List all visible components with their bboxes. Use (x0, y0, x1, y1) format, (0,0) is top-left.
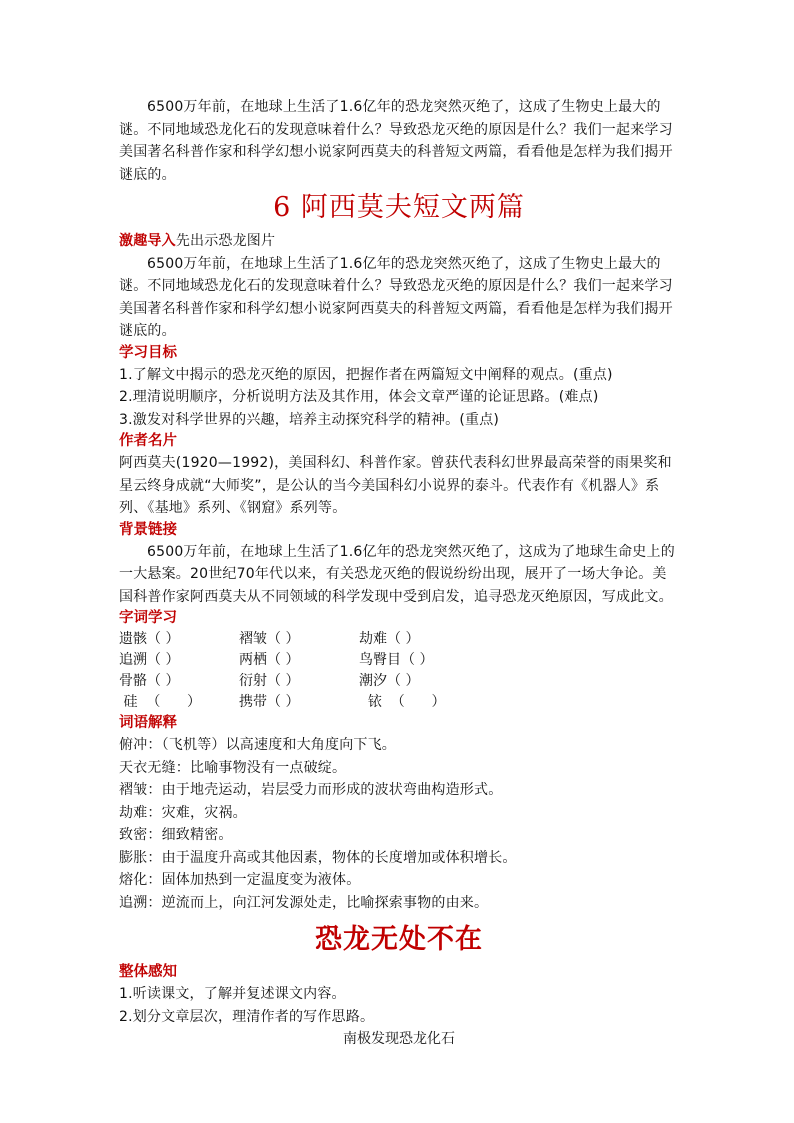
overall-heading: 整体感知 (119, 964, 177, 980)
section-caption: 南极发现恐龙化石 (343, 1031, 455, 1047)
goal-item: 2.理清说明顺序，分析说明方法及其作用，体会文章严谨的论证思路。(难点) (119, 389, 599, 405)
glossary-item: 俯冲：（飞机等）以高速度和大角度向下飞。 (119, 737, 396, 753)
essay-title: 恐龙无处不在 (315, 924, 483, 955)
vocab-cell: 劫难（ ） (359, 631, 420, 647)
vocab-cell: 衍射（ ） (239, 673, 300, 689)
warmup-paragraph: 6500万年前，在地球上生活了1.6亿年的恐龙突然灭绝了，这成了生物史上最大的谜。不同地域恐龙化石的发现意味着什么？导致恐龙灭绝的原因是什么？我们一起来学习美国著名科普作家和科学幻想小说家阿西莫夫的科普短文两篇，看看他是怎样为我们揭开谜底的。 (119, 255, 673, 339)
warmup-text: 先出示恐龙图片 (175, 233, 276, 249)
vocab-row (119, 692, 679, 713)
vocab-cell: 遗骸（ ） (119, 631, 180, 647)
overall-item: 1.听读课文，了解并复述课文内容。 (119, 986, 346, 1002)
glossary-item: 劫难：灾难，灾祸。 (119, 804, 247, 821)
glossary-heading: 词语解释 (119, 715, 177, 731)
author-text: 阿西莫夫(1920—1992)，美国科幻、科普作家。曾获代表科幻世界最高荣誉的雨果奖和星云终身成就“大师奖”，是公认的当今美国科幻小说界的泰斗。代表作有《机器人》系列、《基地》系列、《钢窟》系列等。 (119, 455, 672, 516)
author-heading: 作者名片 (119, 433, 177, 449)
vocab-cell: 鸟臀目（ ） (359, 652, 434, 668)
warmup-line (119, 230, 679, 253)
vocab-heading: 字词学习 (119, 610, 177, 626)
glossary-item: 褶皱：由于地壳运动，岩层受力而形成的波状弯曲构造形式。 (119, 782, 503, 798)
vocab-cell: 追溯（ ） (119, 652, 180, 668)
goals-heading: 学习目标 (119, 344, 177, 361)
warmup-heading: 激趣导入 (119, 233, 176, 249)
glossary-item: 追溯：逆流而上，向江河发源处走，比喻探索事物的由来。 (119, 894, 489, 911)
vocab-cell: 褶皱（ ） (239, 631, 300, 647)
document-page (119, 96, 679, 1050)
vocab-cell: 潮汐（ ） (359, 673, 420, 689)
overall-item: 2.划分文章层次，理清作者的写作思路。 (119, 1008, 375, 1025)
background-text: 6500万年前，在地球上生活了1.6亿年的恐龙突然灭绝了，这成为了地球生命史上的一大悬案。20世纪70年代以来，有关恐龙灭绝的假说纷纷出现，展开了一场大争论。美国科普作家阿西莫夫从不同领域的科学发现中受到启发，追寻恐龙灭绝原因，写成此文。 (119, 543, 675, 605)
vocab-row (119, 650, 679, 671)
vocab-cell: 两栖（ ） (239, 652, 300, 668)
goal-item: 3.激发对科学世界的兴趣，培养主动探究科学的精神。(重点) (119, 411, 500, 428)
glossary-item: 致密：细致精密。 (119, 827, 233, 843)
intro-paragraph: 6500万年前，在地球上生活了1.6亿年的恐龙突然灭绝了，这成了生物史上最大的谜。不同地域恐龙化石的发现意味着什么？导致恐龙灭绝的原因是什么？我们一起来学习美国著名科普作家和科学幻想小说家阿西莫夫的科普短文两篇，看看他是怎样为我们揭开谜底的。 (119, 99, 673, 183)
glossary-item: 熔化：固体加热到一定温度变为液体。 (119, 872, 361, 888)
glossary-item: 膨胀：由于温度升高或其他因素，物体的长度增加或体积增长。 (119, 849, 517, 866)
glossary-item: 天衣无缝：比喻事物没有一点破绽。 (119, 759, 347, 776)
lesson-title: 6 阿西莫夫短文两篇 (273, 192, 525, 223)
vocab-row (119, 671, 679, 692)
vocab-cell: 骨骼（ ） (119, 673, 180, 689)
vocab-cell: 铱 （ ） (359, 694, 446, 710)
background-heading: 背景链接 (119, 521, 177, 538)
goal-item: 1.了解文中揭示的恐龙灭绝的原因，把握作者在两篇短文中阐释的观点。(重点) (119, 366, 613, 383)
vocab-row (119, 629, 679, 650)
vocab-cell: 携带（ ） (239, 694, 300, 710)
vocab-cell: 硅 （ ） (119, 694, 202, 710)
